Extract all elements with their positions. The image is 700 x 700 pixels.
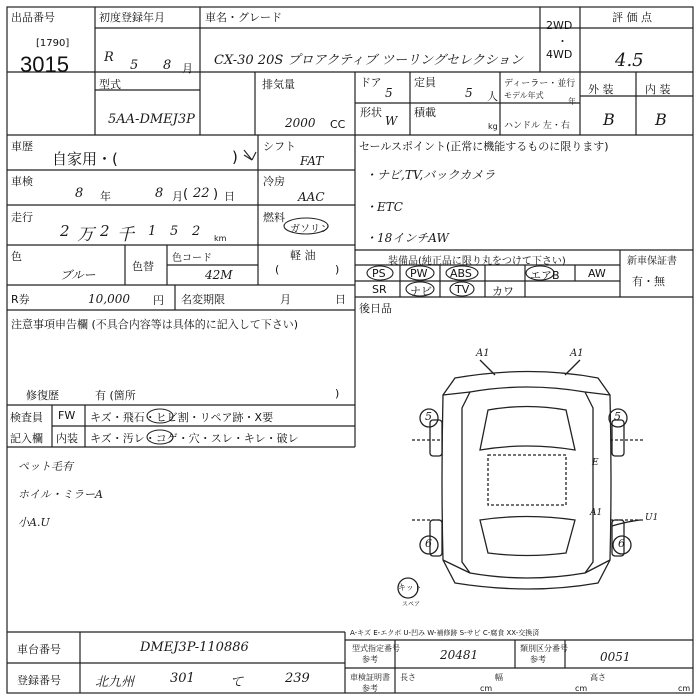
cert-ref-label: 参考 (362, 655, 378, 664)
class-ref-label: 参考 (530, 655, 546, 664)
mark-a1-front-left: A1 (476, 348, 490, 359)
repair-label: 修復歴 (26, 389, 59, 402)
mileage-char-2: 万 (77, 225, 94, 245)
inspection-day: 22 (193, 186, 210, 201)
exterior-grade: B (603, 110, 615, 129)
int-label: 内装 (56, 432, 78, 445)
repaint-label: 色替 (132, 260, 154, 273)
cc-unit: CC (330, 118, 346, 131)
sales-point-2: ・ETC (365, 200, 403, 214)
first-reg-label: 初度登録年月 (99, 11, 165, 24)
eval-label: 評 価 点 (612, 11, 652, 24)
displacement-value: 2000 (285, 116, 316, 130)
equip-airbag: エアB (530, 269, 560, 282)
car-diagram (398, 360, 645, 598)
displacement-label: 排気量 (262, 78, 295, 91)
length-label: 長さ (400, 673, 416, 682)
chassis-value: DMEJ3P-110886 (140, 640, 249, 655)
fuel-light-oil: 軽 油 (290, 249, 316, 262)
shift-label: シフト (263, 140, 296, 153)
repair-close: ) (335, 387, 340, 400)
history-value: 自家用・( (52, 150, 118, 168)
interior-grade: B (655, 110, 667, 129)
inspection-month-char: 月 (172, 190, 183, 203)
color-code-label: 色コード (172, 253, 212, 264)
exterior-label: 外 装 (588, 83, 614, 96)
warranty-value: 有・無 (632, 275, 665, 288)
lot-number: 3015 (20, 52, 69, 77)
fuel-paren-close: ) (335, 263, 340, 276)
dims-ref-label: 参考 (362, 684, 378, 693)
inspector-note-1: ペット毛有 (18, 460, 73, 473)
equip-tv: TV (455, 283, 470, 296)
inspection-month: 8 (155, 186, 164, 201)
era: R (104, 50, 114, 65)
interior-label: 内 装 (645, 83, 671, 96)
shape-label: 形状 (360, 106, 382, 119)
equip-pw: PW (410, 267, 428, 280)
name-change-month: 月 (280, 293, 291, 306)
inspection-year: 8 (75, 186, 84, 201)
ac-label: 冷房 (263, 175, 285, 188)
equip-ps: PS (372, 267, 386, 280)
mark-6-right: 6 (618, 537, 625, 550)
repair-value: 有 (箇所 (95, 389, 136, 402)
fw-label: FW (58, 409, 76, 422)
width-label: 幅 (495, 673, 503, 682)
sales-points-label: セールスポイント(正常に機能するものに限ります) (359, 140, 609, 153)
class-value: 0051 (600, 650, 631, 664)
drive-4wd: 4WD (546, 48, 573, 61)
plate-region: 北九州 (95, 675, 135, 690)
color-code-value: 42M (205, 268, 233, 282)
type-label: 型式 (99, 78, 121, 91)
mileage-char-4: 千 (117, 225, 134, 245)
fuel-gasoline: ガソリン (290, 224, 330, 235)
doors-value: 5 (385, 86, 393, 100)
mileage-char-3: 2 (100, 222, 110, 240)
color-label: 色 (11, 250, 22, 263)
mileage-char-1: 2 (60, 222, 70, 240)
length-unit: cm (480, 684, 493, 693)
first-reg-year: 5 (130, 58, 139, 73)
plate-kana: て (230, 675, 244, 690)
mark-e: E (592, 458, 599, 468)
equip-leather: カワ (492, 285, 514, 298)
shift-value: FAT (300, 154, 324, 168)
plate-label: 登録番号 (17, 674, 61, 687)
int-items: キズ・汚レ・コゲ・穴・スレ・キレ・破レ (90, 432, 299, 445)
plate-class: 301 (170, 671, 195, 686)
persons-unit: 人 (487, 90, 498, 103)
doors-label: ドア (360, 76, 382, 89)
ac-value: AAC (298, 190, 325, 204)
inspector-note-3: 小A.U (18, 516, 50, 529)
damage-legend: A-キズ E-エクボ U-凹み W-補修跡 S-サビ C-腐食 XX-交換済 (350, 629, 540, 637)
height-unit: cm (678, 684, 691, 693)
load-label: 積載 (414, 106, 436, 119)
load-unit: kg (488, 122, 498, 131)
handle-label: ハンドル 左・右 (504, 121, 570, 131)
recycle-yen: 円 (153, 294, 164, 307)
name-change-day: 日 (335, 293, 346, 306)
capacity-label: 定員 (414, 76, 436, 89)
inspector-note-2: ホイル・ミラーA (18, 488, 103, 501)
model-name: CX-30 20S プロアクティブ ツーリングセレクション (214, 53, 524, 68)
equip-sr: SR (372, 283, 387, 296)
mark-5-right: 5 (614, 410, 621, 423)
name-change-label: 名変期限 (181, 293, 225, 306)
color-value: ブルー (60, 268, 96, 282)
notes-label: 注意事項申告欄 (不具合内容等は具体的に記入して下さい) (11, 318, 299, 331)
mileage-char-5: 1 (148, 224, 157, 239)
fw-items: キズ・飛石・ヒビ割・リペア跡・X要 (90, 411, 274, 424)
eval-score: 4.5 (615, 50, 644, 71)
mileage-unit: km (214, 234, 227, 243)
inspection-label: 車検 (11, 175, 33, 188)
inspection-year-char: 年 (100, 190, 111, 203)
fuel-paren-open: ( (275, 263, 280, 276)
chassis-label: 車台番号 (17, 643, 61, 656)
height-label: 高さ (590, 673, 606, 682)
spare-text: キット (398, 583, 422, 592)
lot-label: 出品番号 (11, 11, 55, 24)
inspector-label-1: 検査員 (10, 411, 43, 424)
shape-value: W (385, 114, 398, 128)
after-market-label: 後日品 (359, 302, 392, 315)
mark-5-left: 5 (425, 410, 432, 423)
type-value: 5AA-DMEJ3P (108, 112, 195, 127)
mileage-char-7: 2 (192, 224, 201, 239)
mark-a1-side: A1 (590, 508, 603, 518)
sales-point-1: ・ナビ,TV,バックカメラ (365, 168, 496, 182)
mileage-char-6: 5 (170, 224, 179, 239)
first-reg-month: 8 (163, 58, 172, 73)
mark-a1-front-right: A1 (570, 348, 584, 359)
mileage-label: 走行 (11, 211, 33, 224)
warranty-label: 新車保証書 (627, 256, 677, 267)
model-year-char: 年 (568, 97, 576, 106)
model-label: 車名・グレード (205, 11, 282, 24)
mark-6-left: 6 (425, 537, 432, 550)
dealer-label: ディーラー・並行 (504, 79, 576, 89)
equip-abs: ABS (450, 267, 472, 280)
history-paren-close: ) (232, 148, 238, 166)
first-reg-month-unit: 月 (182, 62, 193, 75)
mark-u1: U1 (645, 513, 659, 523)
cert-value: 20481 (440, 648, 479, 662)
equip-navi: ナビ (410, 285, 432, 298)
model-year-label: モデル年式 (504, 91, 544, 100)
inspection-day-char: 日 (224, 190, 235, 203)
recycle-label: R券 (11, 293, 30, 306)
equip-aw: AW (588, 267, 606, 280)
dims-label: 車検証明書 (350, 673, 390, 682)
drive-dot: ・ (557, 35, 568, 48)
inspector-label-2: 記入欄 (10, 432, 43, 445)
lot-sub: [1790] (36, 38, 70, 49)
capacity-value: 5 (465, 86, 473, 100)
fuel-label: 燃料 (263, 211, 285, 224)
spare-label: スペア (402, 601, 421, 608)
recycle-value: 10,000 (88, 292, 130, 306)
cert-label: 型式指定番号 (352, 644, 400, 653)
drive-2wd: 2WD (546, 19, 573, 32)
history-label: 車歴 (11, 140, 33, 153)
plate-number: 239 (285, 671, 310, 686)
sales-point-3: ・18インチAW (365, 231, 449, 245)
width-unit: cm (575, 684, 588, 693)
equipment-label: 装備品(純正品に限り丸をつけて下さい) (388, 256, 566, 267)
class-label: 類別区分番号 (520, 644, 568, 653)
